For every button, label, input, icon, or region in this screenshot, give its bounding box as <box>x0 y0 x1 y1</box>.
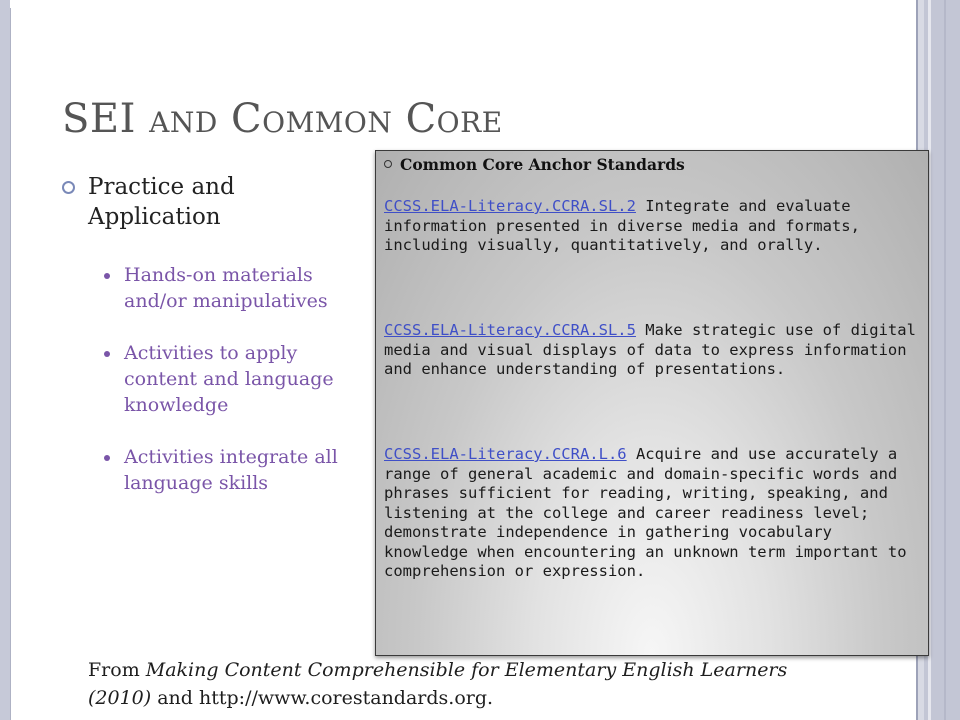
top-frame-border <box>10 0 918 8</box>
standard-item <box>384 445 920 582</box>
standard-item <box>384 197 920 256</box>
standard-link[interactable]: CCSS.ELA-Literacy.CCRA.SL.2 <box>384 197 636 215</box>
dot-bullet-icon <box>104 351 110 357</box>
dot-bullet-icon <box>104 273 110 279</box>
sub-bullet <box>62 444 354 496</box>
sub-bullet <box>62 262 354 314</box>
standard-text: Make strategic use of digital media and visual displays of data to express information and enhance understanding of presentations. <box>384 321 916 378</box>
sub-bullet-text: Hands-on materials and/or manipulatives <box>124 264 328 312</box>
credit-prefix: From <box>88 659 146 681</box>
dot-bullet-icon <box>104 455 110 461</box>
credit-book-title: Making Content Comprehensible for Elementary English Learners (2010) <box>88 659 788 709</box>
slide-title: SEI and Common Core <box>62 96 503 142</box>
ring-bullet-icon <box>384 160 392 168</box>
main-bullet <box>62 172 362 232</box>
panel-heading-text: Common Core Anchor Standards <box>400 155 685 174</box>
ring-bullet-icon <box>62 181 75 194</box>
standard-item <box>384 321 920 380</box>
sub-bullet-text: Activities integrate all language skills <box>124 446 338 494</box>
left-frame-border <box>0 0 11 720</box>
sub-bullet-text: Activities to apply content and language knowledge <box>124 342 334 416</box>
standard-text: Integrate and evaluate information presented in diverse media and formats, including visually, quantitatively, and orally. <box>384 197 860 254</box>
sub-bullet <box>62 340 354 418</box>
standard-link[interactable]: CCSS.ELA-Literacy.CCRA.L.6 <box>384 445 627 463</box>
panel-heading <box>384 155 685 174</box>
main-bullet-text: Practice and Application <box>88 174 235 230</box>
source-credit <box>88 656 808 712</box>
credit-suffix: and http://www.corestandards.org. <box>151 687 494 709</box>
standard-link[interactable]: CCSS.ELA-Literacy.CCRA.SL.5 <box>384 321 636 339</box>
bullet-list <box>62 172 362 496</box>
standards-panel <box>375 150 929 656</box>
standard-text: Acquire and use accurately a range of general academic and domain-specific words and phrases sufficient for reading, writing, speaking, and listening at the college and career readiness level; demonstrate independence in gathering vocabulary knowledge when encountering an unknown term important to comprehension or expression. <box>384 445 907 580</box>
